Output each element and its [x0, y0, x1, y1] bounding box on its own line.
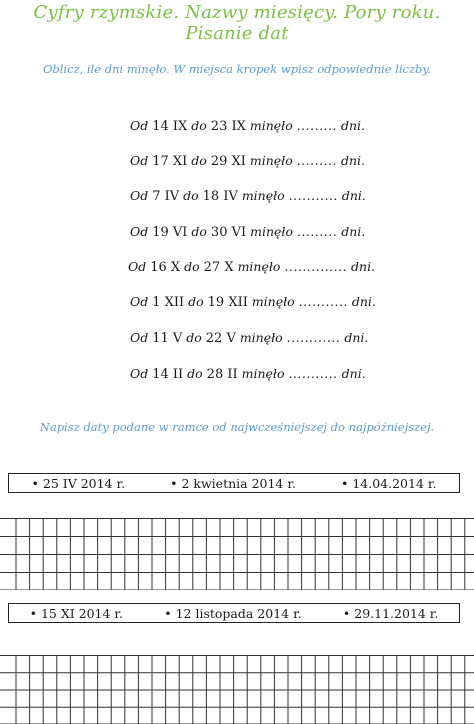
exercise-row	[130, 188, 390, 204]
exercise-row	[128, 259, 388, 275]
date-item: • 25 IV 2014 r.	[31, 475, 126, 491]
exercise-text: 30 VI	[210, 225, 247, 240]
exercise-row	[130, 294, 390, 310]
answer-blank[interactable]: .........	[296, 224, 338, 239]
exercise-text: do	[187, 153, 211, 168]
exercise-text: Od	[130, 330, 153, 345]
exercise-text: 29 XI	[210, 154, 246, 169]
date-item: • 29.11.2014 r.	[342, 605, 439, 621]
exercise-text: 19 XII	[207, 295, 248, 310]
exercise-text: do	[187, 118, 211, 133]
exercise-text: minęło	[233, 259, 285, 274]
exercise-row	[130, 366, 390, 382]
answer-blank[interactable]: .........	[296, 118, 337, 133]
exercise-text: do	[179, 188, 203, 203]
answer-blank[interactable]: ............	[286, 330, 341, 345]
exercise-text: Od	[130, 153, 153, 168]
exercise-text: 16 X	[150, 260, 181, 275]
exercise-text: dni.	[337, 188, 366, 203]
exercise-text: 27 X	[203, 260, 234, 275]
date-box-april	[8, 473, 460, 493]
exercise-row	[130, 153, 390, 169]
exercise-text: Od	[130, 294, 153, 309]
writing-grid-2[interactable]	[0, 655, 474, 724]
exercise-text: 23 IX	[210, 119, 246, 134]
date-item: • 12 listopada 2014 r.	[164, 605, 302, 621]
instruction-count-days: Oblicz, ile dni minęło. W miejsca kropek wpisz odpowiednie liczby.	[42, 62, 432, 76]
exercise-text: do	[183, 366, 207, 381]
exercise-text: minęło	[245, 118, 297, 133]
exercise-text: do	[182, 330, 206, 345]
exercise-text: dni.	[347, 294, 376, 309]
exercise-text: 14 IX	[152, 119, 188, 134]
exercise-row	[130, 224, 390, 240]
exercise-text: 11 V	[152, 331, 183, 346]
exercise-text: minęło	[237, 188, 289, 203]
worksheet-title: Cyfry rzymskie. Nazwy miesięcy. Pory roku. Pisanie dat	[33, 2, 441, 44]
exercise-text: Od	[130, 366, 153, 381]
exercise-text: minęło	[237, 366, 289, 381]
exercise-text: do	[180, 259, 204, 274]
answer-blank[interactable]: ...........	[298, 294, 348, 309]
exercise-text: Od	[130, 188, 153, 203]
exercise-text: dni.	[337, 224, 366, 239]
date-item: • 14.04.2014 r.	[341, 475, 437, 491]
answer-blank[interactable]: ...........	[288, 366, 338, 381]
exercise-text: 14 II	[152, 367, 184, 382]
exercise-text: dni.	[340, 330, 369, 345]
exercise-text: minęło	[246, 224, 297, 239]
instruction-order-dates: Napisz daty podane w ramce od najwcześniejszej do najpóźniejszej.	[39, 420, 435, 434]
exercise-text: 1 XII	[152, 295, 185, 310]
exercise-text: dni.	[336, 118, 365, 133]
exercise-text: dni.	[337, 366, 366, 381]
exercise-text: dni.	[336, 153, 365, 168]
exercise-text: 19 VI	[152, 225, 188, 240]
answer-blank[interactable]: ..............	[284, 259, 348, 274]
exercise-text: minęło	[245, 153, 297, 168]
writing-grid-1[interactable]	[0, 518, 474, 590]
date-box-november	[8, 603, 460, 623]
answer-blank[interactable]: ...........	[288, 188, 338, 203]
exercise-text: do	[187, 224, 211, 239]
exercise-text: minęło	[235, 330, 287, 345]
exercise-row	[130, 118, 390, 134]
exercise-text: dni.	[347, 259, 376, 274]
exercise-text: Od	[130, 118, 153, 133]
exercise-text: minęło	[247, 294, 299, 309]
date-item: • 2 kwietnia 2014 r.	[170, 475, 296, 491]
exercise-text: 7 IV	[152, 189, 180, 204]
exercise-text: do	[184, 294, 208, 309]
exercise-text: Od	[130, 224, 153, 239]
exercise-text: Od	[128, 259, 151, 274]
exercise-row	[130, 330, 390, 346]
date-item: • 15 XI 2014 r.	[29, 605, 124, 621]
exercise-text: 28 II	[206, 367, 238, 382]
exercise-text: 22 V	[205, 331, 236, 346]
exercise-text: 18 IV	[202, 189, 238, 204]
exercise-text: 17 XI	[152, 154, 188, 169]
answer-blank[interactable]: .........	[296, 153, 337, 168]
